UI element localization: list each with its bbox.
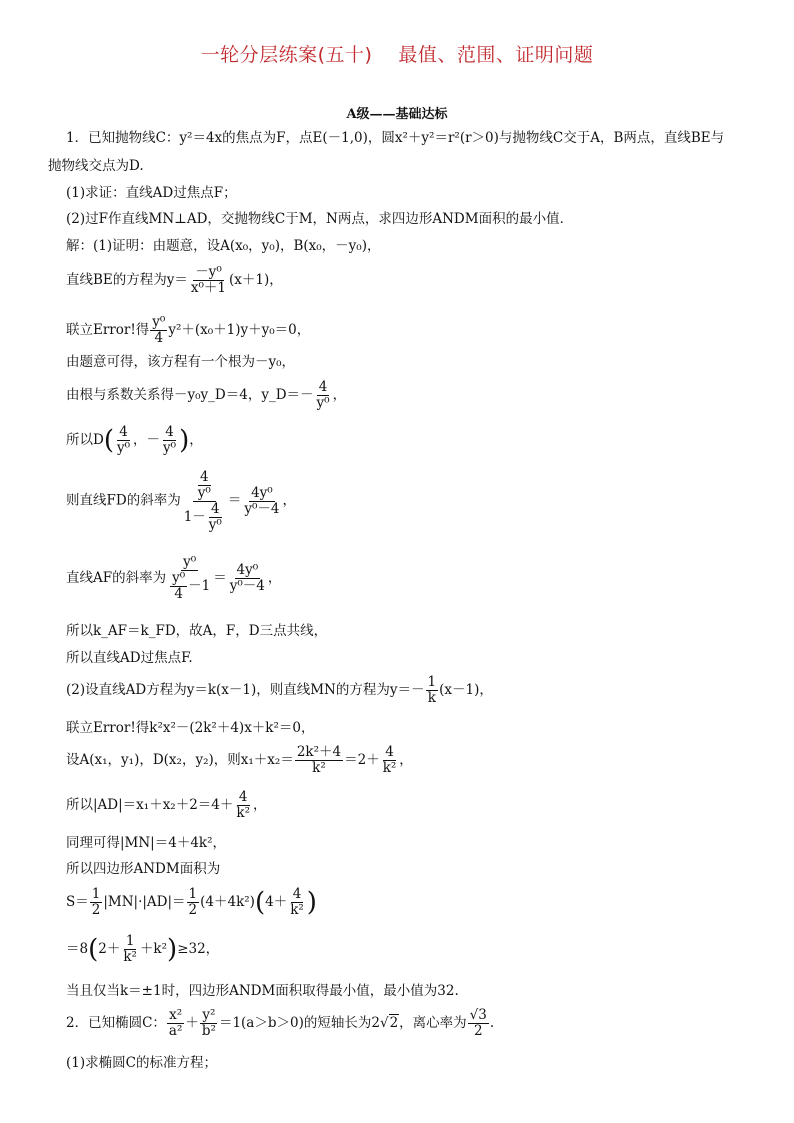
q1-solution-line-19: 当且仅当k＝±1时，四边形ANDM面积取得最小值，最小值为32. xyxy=(66,983,459,999)
compound-fraction xyxy=(182,470,227,532)
q1-solution-line-2 xyxy=(66,265,283,296)
fraction xyxy=(468,1008,489,1039)
fraction xyxy=(242,486,281,517)
denominator: k xyxy=(427,689,436,706)
numerator: y⁰ xyxy=(152,314,166,330)
denominator: 4 xyxy=(174,585,183,602)
text: (x－1)， xyxy=(439,681,493,698)
text: |MN|·|AD|＝ xyxy=(103,893,186,910)
text: . xyxy=(489,1014,495,1031)
q1-solution-line-15: 同理可得|MN|＝4＋4k²， xyxy=(66,835,227,851)
right-paren: ) xyxy=(179,425,190,456)
text: ， xyxy=(282,492,296,509)
denominator: k² xyxy=(236,804,250,821)
numerator: 4y⁰ xyxy=(251,484,273,501)
fraction xyxy=(288,887,306,918)
denominator xyxy=(182,502,227,533)
fraction xyxy=(90,887,103,918)
text: ，－ xyxy=(133,431,161,448)
numerator: 1 xyxy=(125,933,135,949)
numerator: 1 xyxy=(427,674,437,690)
right-paren: ) xyxy=(306,887,317,918)
text: 设A(x₁，y₁)，D(x₂，y₂)，则x₁＋x₂＝ xyxy=(66,751,294,768)
numerator: 4 xyxy=(238,789,248,805)
q1-solution-line-3 xyxy=(66,315,310,346)
q1-solution-line-10: 所以直线AD过焦点F. xyxy=(66,650,193,666)
text: (x＋1)， xyxy=(229,271,283,288)
q1-solution-line-8 xyxy=(66,555,281,602)
fraction xyxy=(228,563,267,594)
section-heading: A级——基础达标 xyxy=(346,107,448,122)
q1-stem-line-1: 1．已知抛物线C：y²＝4x的焦点为F，点E(－1,0)，圆x²＋y²＝r²(r＞0)与抛物线C交于A，B两点，直线BE与 xyxy=(66,130,725,146)
text: (2)设直线AD方程为y＝k(x－1)，则直线MN的方程为y＝－ xyxy=(66,681,425,698)
denominator: y⁰ xyxy=(197,484,211,501)
q1-solution-line-14 xyxy=(66,790,267,821)
fraction xyxy=(381,745,399,776)
denominator: a² xyxy=(168,1022,183,1039)
denominator: y⁰ xyxy=(163,439,177,456)
radicand: 2 xyxy=(389,1014,399,1031)
denominator: 2 xyxy=(91,901,101,918)
text: ＋k² xyxy=(139,940,168,957)
fraction xyxy=(187,887,200,918)
fraction xyxy=(234,790,252,821)
denominator: y⁰ xyxy=(316,394,330,411)
text: ≥32， xyxy=(177,940,220,957)
text: ＝2＋ xyxy=(344,751,380,768)
q1-solution-line-4: 由题意可得，该方程有一个根为－y₀， xyxy=(66,354,296,370)
text: 则直线FD的斜率为 xyxy=(66,492,181,509)
numerator: x² xyxy=(169,1007,183,1023)
text: ， xyxy=(189,431,203,448)
denominator: y⁰－4 xyxy=(229,577,265,594)
numerator: 4 xyxy=(318,379,328,395)
denominator: y⁰ xyxy=(116,439,131,456)
denominator: 2 xyxy=(473,1022,483,1039)
left-paren: ( xyxy=(88,934,99,965)
denominator: k² xyxy=(312,759,326,776)
q1-solution-line-1: 解：(1)证明：由题意，设A(x₀，y₀)，B(x₀，－y₀)， xyxy=(66,238,381,254)
q1-solution-line-9: 所以k_AF＝k_FD，故A，F，D三点共线， xyxy=(66,623,328,639)
text: ＝1(a＞b＞0)的短轴长为2 xyxy=(218,1014,380,1031)
numerator: 4y⁰ xyxy=(236,561,259,578)
denominator xyxy=(167,571,212,602)
text: ＝ xyxy=(227,492,242,509)
fraction xyxy=(200,1008,218,1039)
q1-solution-line-17 xyxy=(66,887,317,918)
text: S＝ xyxy=(66,893,89,910)
q1-solution-line-7 xyxy=(66,470,296,532)
text: 直线BE的方程为y＝ xyxy=(66,271,188,288)
denominator: b² xyxy=(201,1022,216,1039)
q1-solution-line-18 xyxy=(66,934,219,965)
text: 2＋ xyxy=(98,940,121,957)
text: ＝ xyxy=(213,569,227,586)
denominator: y⁰ xyxy=(208,516,222,533)
fraction xyxy=(150,315,167,346)
fraction xyxy=(121,934,139,965)
sqrt-sign: √ xyxy=(379,1014,389,1031)
denominator: k² xyxy=(382,759,397,776)
denominator: k² xyxy=(290,901,304,918)
left-paren: ( xyxy=(103,425,114,456)
text: ， xyxy=(332,386,347,403)
fraction xyxy=(295,745,343,776)
fraction xyxy=(170,571,187,602)
q1-solution-line-12: 联立Error!得k²x²－(2k²＋4)x＋k²＝0， xyxy=(66,720,315,736)
text: ， xyxy=(253,796,267,813)
denominator: y⁰－4 xyxy=(244,500,280,517)
numerator: 4 xyxy=(385,744,394,760)
numerator: 4 xyxy=(292,886,302,902)
fraction xyxy=(207,502,224,533)
denominator: 2 xyxy=(188,901,198,918)
right-paren: ) xyxy=(167,934,178,965)
text: －1 xyxy=(188,577,211,594)
numerator: －y⁰ xyxy=(195,264,222,280)
text: (4＋4k²) xyxy=(200,893,255,910)
fraction xyxy=(315,380,332,411)
text: 联立Error!得 xyxy=(66,321,150,338)
compound-fraction xyxy=(167,555,212,602)
q1-part-2: (2)过F作直线MN⊥AD，交抛物线C于M，N两点，求四边形ANDM面积的最小值． xyxy=(66,211,574,227)
text: 1－ xyxy=(183,508,206,525)
text: 2．已知椭圆C： xyxy=(66,1014,166,1031)
q1-solution-line-5 xyxy=(66,380,346,411)
fraction xyxy=(115,425,132,456)
q1-solution-line-11 xyxy=(66,675,493,706)
numerator: y⁰ xyxy=(172,569,186,586)
numerator: 4 xyxy=(119,424,128,440)
text: ， xyxy=(399,751,413,768)
q2-stem xyxy=(66,1008,494,1039)
numerator: 4 xyxy=(199,469,209,485)
numerator: 2k²＋4 xyxy=(296,744,342,760)
fraction xyxy=(196,470,213,501)
text: ＝8 xyxy=(66,940,89,957)
text: 由根与系数关系得－y₀y_D＝4，y_D＝－ xyxy=(66,386,314,403)
numerator: 4 xyxy=(211,500,220,517)
denominator: 4 xyxy=(154,329,164,346)
q1-solution-line-13 xyxy=(66,745,413,776)
numerator: √3 xyxy=(469,1007,487,1023)
text: ＋ xyxy=(185,1014,199,1031)
denominator: x⁰＋1 xyxy=(190,279,227,296)
numerator xyxy=(193,470,216,502)
q1-solution-line-6 xyxy=(66,425,203,456)
fraction xyxy=(167,1008,184,1039)
numerator: 4 xyxy=(165,424,174,440)
text: ， xyxy=(267,569,282,586)
q1-solution-line-16: 所以四边形ANDM面积为 xyxy=(66,861,221,877)
text: 直线AF的斜率为 xyxy=(66,569,167,586)
text: 所以D xyxy=(66,431,104,448)
fraction xyxy=(189,265,228,296)
text: y²＋(x₀＋1)y＋y₀＝0， xyxy=(168,321,311,338)
page-title: 一轮分层练案(五十) 最值、范围、证明问题 xyxy=(200,44,594,66)
q1-part-1: (1)求证：直线AD过焦点F； xyxy=(66,185,237,201)
q1-stem-line-2: 抛物线交点为D. xyxy=(48,158,144,174)
fraction xyxy=(161,425,178,456)
text: 4＋ xyxy=(265,893,288,910)
numerator: y⁰ xyxy=(183,554,197,570)
numerator: y² xyxy=(202,1007,216,1023)
numerator: 1 xyxy=(188,886,198,902)
fraction xyxy=(426,675,439,706)
numerator: 1 xyxy=(91,886,101,902)
text: ，离心率为 xyxy=(399,1014,467,1031)
q2-part-1: (1)求椭圆C的标准方程； xyxy=(66,1055,217,1071)
text: 所以|AD|＝x₁＋x₂＋2＝4＋ xyxy=(66,796,234,813)
denominator: k² xyxy=(123,948,137,965)
left-paren: ( xyxy=(254,887,266,918)
